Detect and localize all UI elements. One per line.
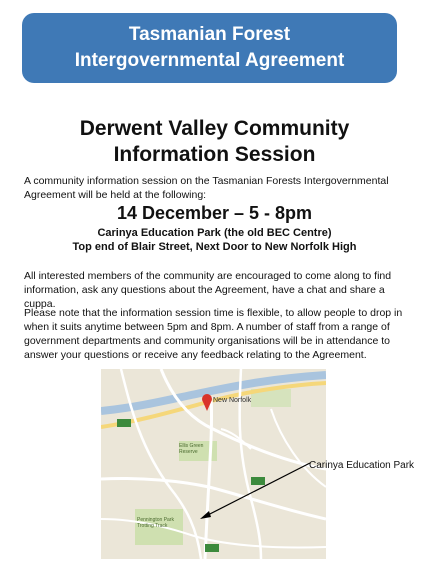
banner-line-1: Tasmanian Forest [128, 24, 291, 45]
map-label-park: Pennington Park Trotting Track [137, 517, 174, 529]
details-line: Please note that the information session time is flexible, to allow people to drop in [24, 307, 403, 319]
details-line: government departments and community organisations will be in attendance to [24, 335, 390, 347]
invitation-line: information, ask any questions about the Agreement, have a chat and share a cuppa. [24, 284, 385, 310]
map-callout-label: Carinya Education Park [309, 460, 415, 471]
intro-line: A community information session on the Tasmanian Forests Intergovernmental [24, 175, 389, 187]
invitation-line: All interested members of the community are encouraged to come along to find [24, 270, 392, 282]
venue-line-1: Carinya Education Park (the old BEC Centre) [97, 227, 332, 239]
intro-line: Agreement will be held at the following: [24, 189, 207, 201]
heading-line-2: Information Session [113, 143, 316, 166]
event-date: 14 December – 5 - 8pm [116, 203, 313, 223]
details-line: answer your questions or receive any feedback relating to the Agreement. [24, 349, 367, 361]
map-label-reserve: Ellis Green Reserve [179, 443, 204, 455]
heading-line-1: Derwent Valley Community [79, 117, 350, 140]
banner-line-2: Intergovernmental Agreement [74, 50, 345, 71]
details-line: when it suits anytime between 5pm and 8pm. A number of staff from a range of [24, 321, 390, 333]
venue-line-2: Top end of Blair Street, Next Door to New Norfolk High [72, 241, 357, 253]
map-label-town: New Norfolk [213, 397, 252, 404]
